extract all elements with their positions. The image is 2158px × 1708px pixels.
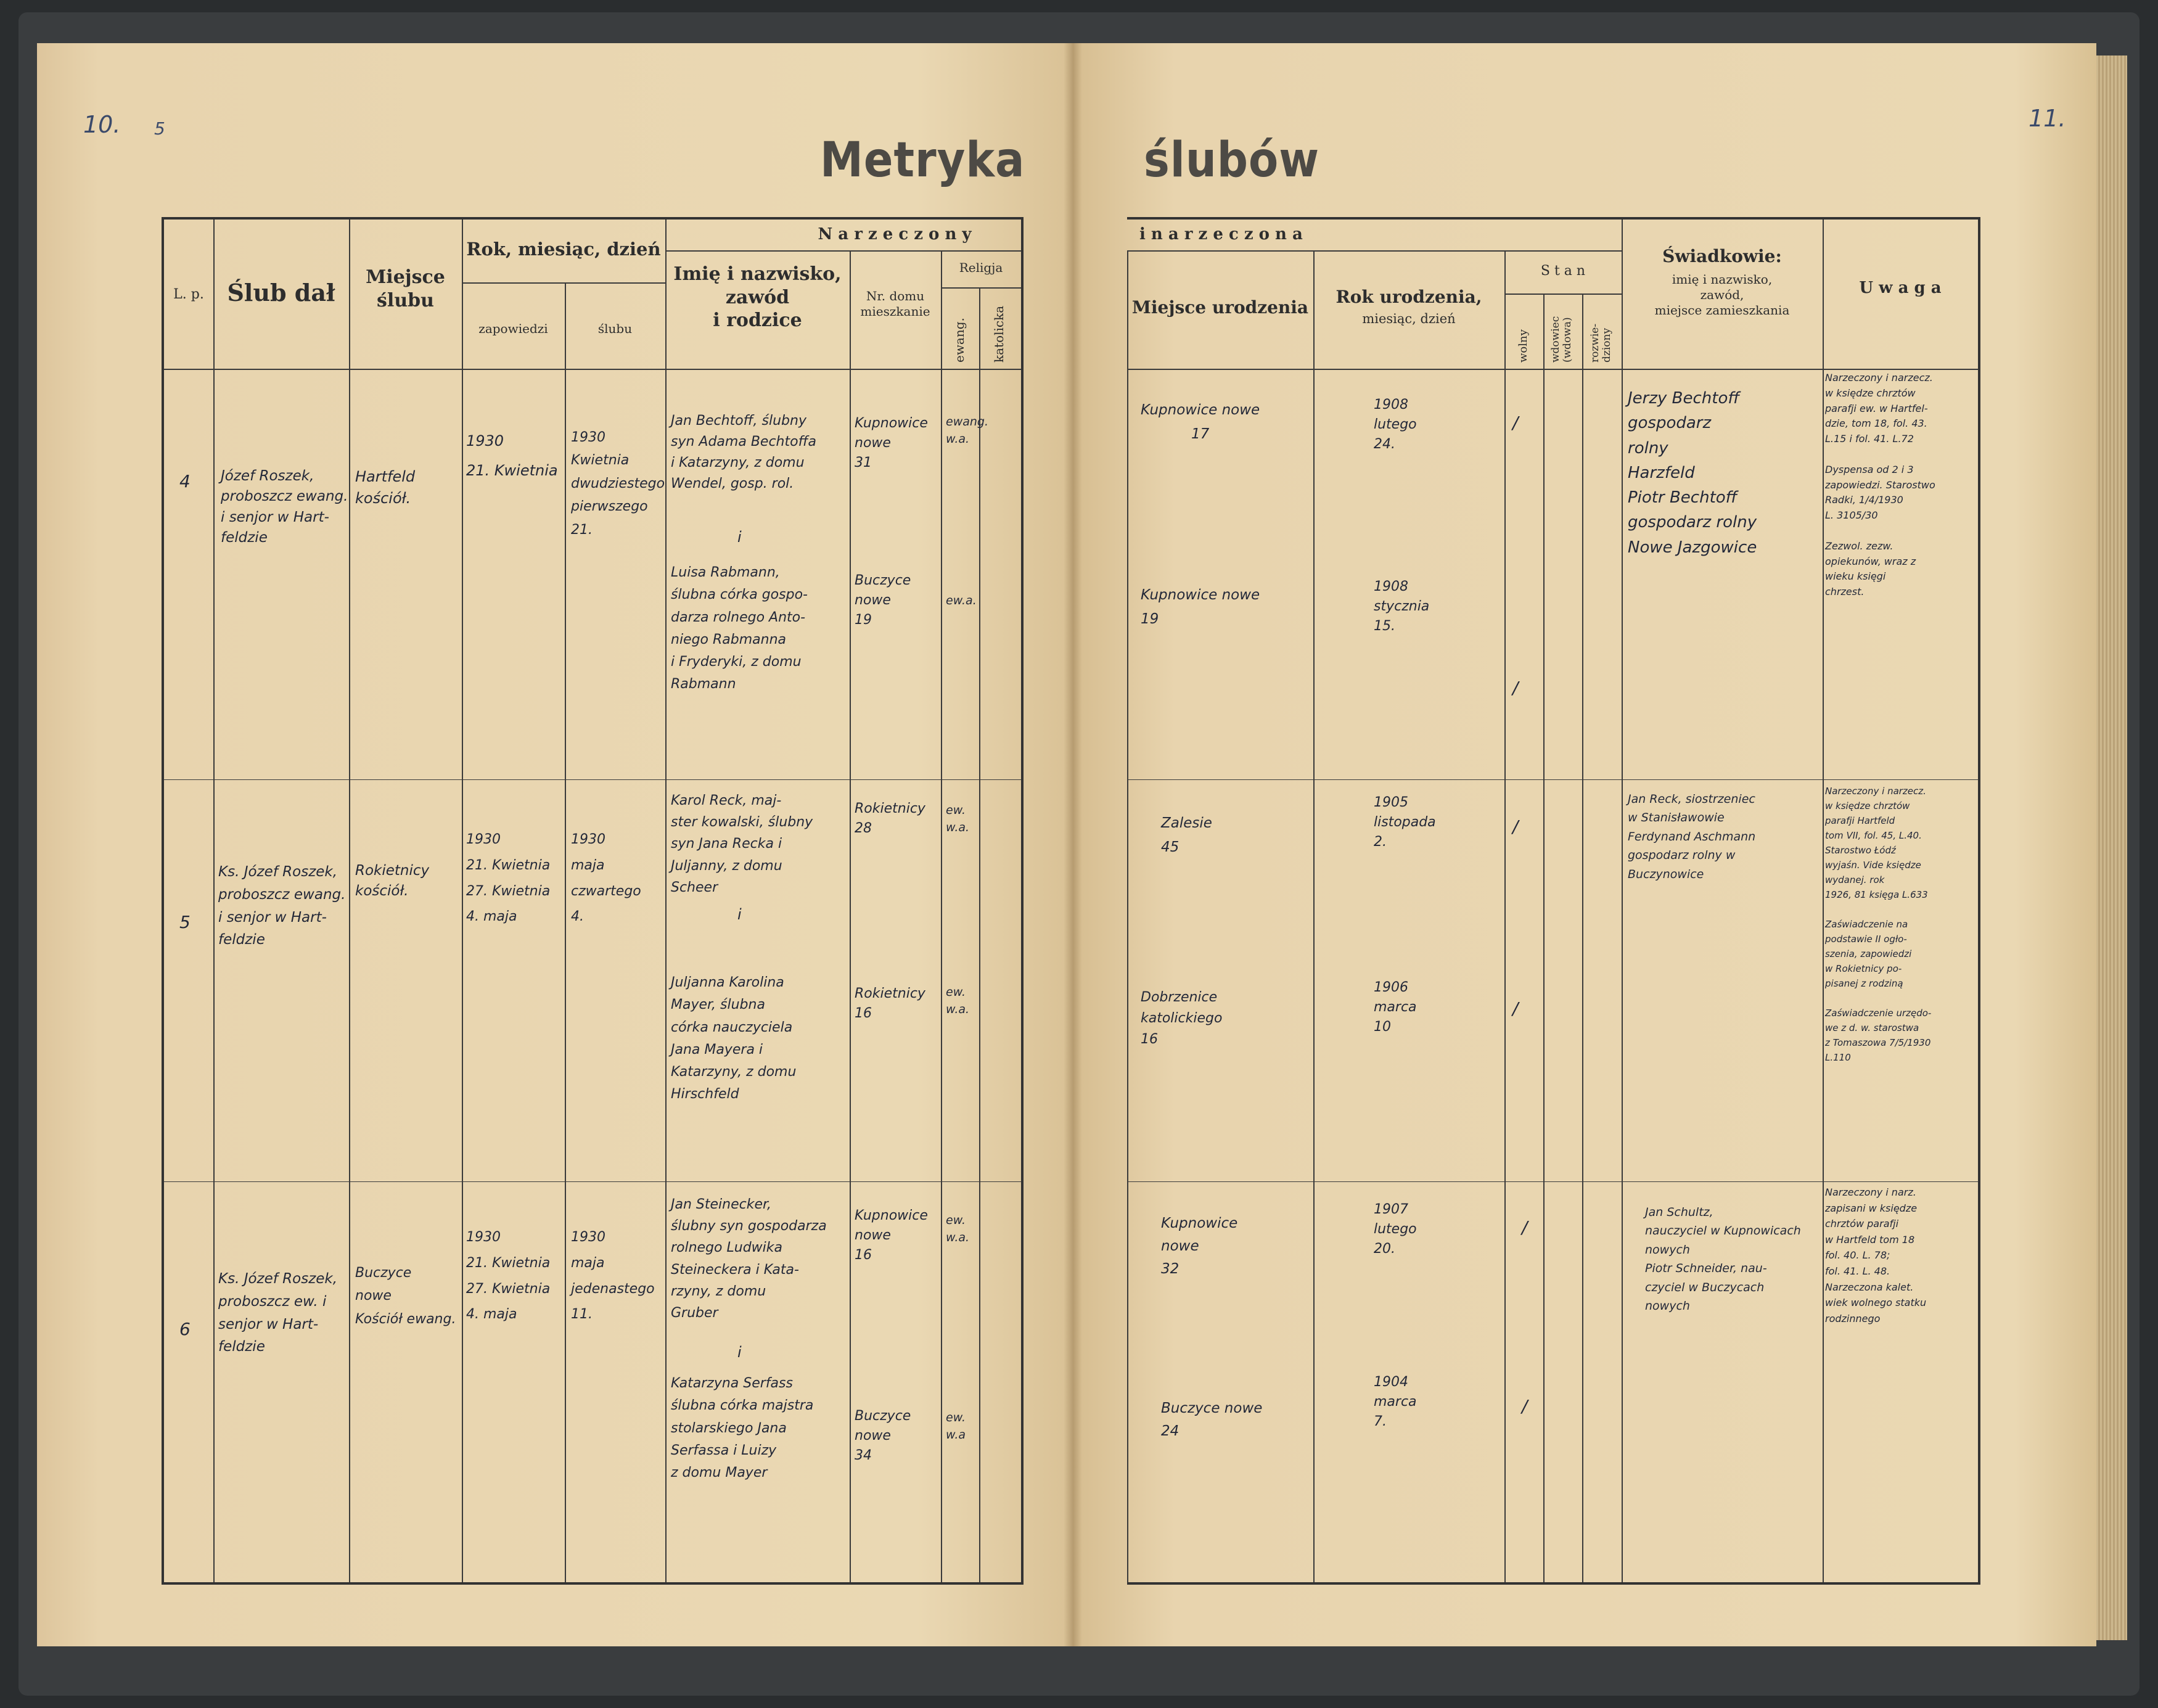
header-wolny: wolny bbox=[1517, 329, 1530, 363]
header-i-narzeczona: i n a r z e c z o n a bbox=[1139, 225, 1303, 244]
entry-3-bride-stan: / bbox=[1522, 1396, 1528, 1416]
entry-1-slub-dal: Józef Roszek, proboszcz ewang. i senjor w Hart- feldzie bbox=[221, 468, 348, 546]
header-zapowiedzi: zapowiedzi bbox=[478, 321, 548, 336]
entry-1-slubu: 1930 Kwietnia dwudziestego pierwszego 21. bbox=[571, 430, 665, 538]
entry-1-groom-house: Kupnowice nowe 31 bbox=[855, 416, 928, 470]
entry-2-groom-born: 1905 listopada 2. bbox=[1374, 795, 1436, 850]
entry-3-groom-birthplace: Kupnowice nowe 32 bbox=[1161, 1215, 1238, 1277]
entry-3-groom-born: 1907 lutego 20. bbox=[1374, 1202, 1417, 1257]
left-page-number: 10. bbox=[83, 111, 121, 138]
col-line bbox=[462, 220, 463, 1582]
entry-2-and: i bbox=[737, 906, 742, 923]
entry-2-bride-house: Rokietnicy 16 bbox=[855, 986, 925, 1021]
entry-1-bride-stan: / bbox=[1512, 678, 1519, 698]
register-table-left bbox=[162, 217, 1024, 1585]
header-swiadkowie: Świadkowie: bbox=[1662, 246, 1782, 266]
entry-2-groom-religion: ew. w.a. bbox=[946, 803, 970, 834]
sub-header-line bbox=[665, 250, 1021, 252]
col-line bbox=[349, 220, 350, 1582]
header-ewang: ewang. bbox=[952, 318, 967, 363]
header-katolicka: katolicka bbox=[991, 305, 1006, 363]
entry-1-groom-birthplace: Kupnowice nowe 17 bbox=[1141, 402, 1260, 443]
col-line bbox=[565, 282, 566, 1582]
header-rozwiedziony: rozwie- dziony bbox=[1589, 323, 1613, 363]
row-divider-2 bbox=[1127, 1181, 1978, 1182]
entry-3-witnesses: Jan Schultz, nauczyciel w Kupnowicach nowych Piotr Schneider, nau- czyciel w Buczycach nowych bbox=[1645, 1205, 1801, 1313]
entry-1-bride-birthplace: Kupnowice nowe 19 bbox=[1141, 587, 1260, 628]
header-rok-urodzenia: Rok urodzenia, bbox=[1335, 287, 1482, 307]
entry-1-miejsce: Hartfeld kościół. bbox=[355, 468, 416, 507]
entry-3-slubu: 1930 maja jedenastego 11. bbox=[571, 1230, 655, 1323]
entry-1-groom-stan: / bbox=[1512, 413, 1519, 433]
entry-1-groom-religion: ewang. w.a. bbox=[946, 415, 989, 446]
entry-3-bride-birthplace: Buczyce nowe 24 bbox=[1161, 1400, 1263, 1439]
row-divider-1 bbox=[1127, 779, 1978, 780]
entry-2-slubu: 1930 maja czwartego 4. bbox=[571, 832, 641, 925]
entry-1-bride-house: Buczyce nowe 19 bbox=[855, 573, 911, 628]
entry-1-lp: 4 bbox=[179, 471, 191, 491]
entry-1-witnesses: Jerzy Bechtoff gospodarz rolny Harzfeld Piotr Bechtoff gospodarz rolny Nowe Jazgowice bbox=[1628, 389, 1757, 557]
entry-2-bride-religion: ew. w.a. bbox=[946, 985, 970, 1016]
entry-2-slub-dal: Ks. Józef Roszek, proboszcz ewang. i senjor w Hart- feldzie bbox=[218, 864, 346, 948]
entry-3-uwaga: Narzeczony i narz. zapisani w księdze chrztów parafji w Hartfeld tom 18 fol. 40. L. 78; fol. 41. L. 48. Narzeczona kalet. wiek wolnego statku rodzinnego bbox=[1825, 1186, 1927, 1324]
row-divider-2 bbox=[164, 1181, 1021, 1182]
col-line bbox=[1127, 250, 1128, 1582]
header-bottom-line bbox=[164, 369, 1021, 370]
header-nr-domu: Nr. domu mieszkanie bbox=[860, 289, 930, 319]
col-line bbox=[1823, 220, 1824, 1582]
entry-2-witnesses: Jan Reck, siostrzeniec w Stanisławowie Ferdynand Aschmann gospodarz rolny w Buczynowice bbox=[1628, 792, 1756, 881]
entry-2-groom-stan: / bbox=[1512, 816, 1519, 837]
entry-2-bride-born: 1906 marca 10 bbox=[1374, 980, 1417, 1035]
sub-header-line bbox=[1504, 294, 1622, 295]
left-page-number-small: 5 bbox=[154, 118, 165, 139]
entry-3-groom: Jan Steinecker, ślubny syn gospodarza rolnego Ludwika Steineckera i Kata- rzyny, z domu Gruber bbox=[671, 1197, 827, 1321]
row-divider-1 bbox=[164, 779, 1021, 780]
sub-header-line bbox=[941, 287, 1021, 289]
header-swiadkowie-sub: imię i nazwisko, zawód, miejsce zamieszkania bbox=[1654, 272, 1790, 318]
entry-2-miejsce: Rokietnicy kościół. bbox=[355, 863, 430, 900]
entry-3-bride-born: 1904 marca 7. bbox=[1374, 1374, 1417, 1429]
header-lp: L. p. bbox=[173, 287, 204, 302]
entry-3-lp: 6 bbox=[179, 1319, 191, 1339]
header-narzeczony: N a r z e c z o n y bbox=[818, 225, 972, 244]
entry-1-groom-born: 1908 lutego 24. bbox=[1374, 397, 1417, 452]
entry-3-and: i bbox=[737, 1344, 742, 1361]
header-slub-dal: Ślub dał bbox=[227, 279, 335, 306]
header-imie-nazwisko: Imię i nazwisko, zawód i rodzice bbox=[673, 263, 842, 331]
header-bottom-line bbox=[1127, 369, 1978, 370]
entry-1-uwaga: Narzeczony i narzecz. w księdze chrztów parafji ew. w Hartfel- dzie, tom 18, fol. 43. L.15 i fol. 41. L.72 Dyspensa od 2 i 3 zapowiedzi. Starostwo Radki, 1/4/1930 L. 3105/30 Zezwol. zezw. opiekunów, wraz z wieku księgi chrzest. bbox=[1825, 372, 1935, 598]
header-miesiac-dzien: miesiąc, dzień bbox=[1362, 311, 1456, 326]
entry-2-groom-house: Rokietnicy 28 bbox=[855, 801, 925, 836]
page-title-right: ślubów bbox=[1144, 133, 1320, 188]
page-title-left: Metryka bbox=[820, 133, 1025, 188]
entry-3-bride-house: Buczyce nowe 34 bbox=[855, 1408, 911, 1463]
entry-3-bride: Katarzyna Serfass ślubna córka majstra stolarskiego Jana Serfassa i Luizy z domu Mayer bbox=[671, 1376, 814, 1481]
entry-1-zapowiedzi: 1930 21. Kwietnia bbox=[466, 432, 558, 479]
entry-3-bride-religion: ew. w.a bbox=[946, 1411, 966, 1442]
header-uwaga: U w a g a bbox=[1859, 279, 1942, 297]
sub-header-line bbox=[462, 282, 665, 284]
header-wdowiec: wdowiec (wdowa) bbox=[1549, 316, 1573, 363]
entry-1-bride-born: 1908 stycznia 15. bbox=[1374, 579, 1430, 634]
entry-2-groom-birthplace: Zalesie 45 bbox=[1161, 815, 1212, 856]
header-stan: S t a n bbox=[1540, 263, 1586, 279]
entry-1-groom: Jan Bechtoff, ślubny syn Adama Bechtoffa i Katarzyny, z domu Wendel, gosp. rol. bbox=[671, 413, 816, 492]
right-page-number: 11. bbox=[2029, 105, 2066, 132]
col-line bbox=[1582, 294, 1583, 1582]
col-line bbox=[665, 220, 667, 1582]
entry-2-groom: Karol Reck, maj- ster kowalski, ślubny syn Jana Recka i Juljanny, z domu Scheer bbox=[671, 793, 813, 895]
sub-header-line bbox=[1127, 250, 1622, 252]
col-line bbox=[941, 250, 942, 1582]
col-line bbox=[1543, 294, 1545, 1582]
col-line bbox=[213, 220, 215, 1582]
col-line bbox=[850, 250, 851, 1582]
page-edges bbox=[2096, 55, 2127, 1640]
book-gutter bbox=[1064, 43, 1082, 1646]
register-table-right bbox=[1127, 217, 1980, 1585]
header-miejsce-urodzenia: Miejsce urodzenia bbox=[1131, 297, 1309, 318]
header-slubu: ślubu bbox=[597, 321, 633, 336]
entry-3-zapowiedzi: 1930 21. Kwietnia 27. Kwietnia 4. maja bbox=[466, 1230, 551, 1323]
entry-3-miejsce: Buczyce nowe Kościół ewang. bbox=[355, 1265, 456, 1327]
entry-2-uwaga: Narzeczony i narzecz. w księdze chrztów parafji Hartfeld tom VII, fol. 45, L.40. Starostwo Łódź wyjaśn. Vide księdze wydanej. rok 1926, 81 księga L.633 Zaświadczenie na podstawie II ogło- szenia, zapowiedzi w Rokietnicy po- pisanej z rodziną Zaświadczenie urzędo- we z d. w. starostwa z Tomaszowa 7/5/1930 L.110 bbox=[1825, 786, 1932, 1063]
header-miejsce-slubu: Miejsce ślubu bbox=[366, 266, 445, 311]
entry-2-bride-stan: / bbox=[1512, 998, 1519, 1019]
entry-2-lp: 5 bbox=[179, 912, 191, 932]
entry-1-bride-religion: ew.a. bbox=[946, 594, 977, 607]
entry-2-zapowiedzi: 1930 21. Kwietnia 27. Kwietnia 4. maja bbox=[466, 832, 551, 925]
entry-1-and: i bbox=[737, 528, 742, 546]
entry-3-groom-stan: / bbox=[1522, 1217, 1528, 1238]
col-line bbox=[1622, 220, 1623, 1582]
col-line bbox=[1504, 250, 1506, 1582]
header-rok-miesiac-dzien: Rok, miesiąc, dzień bbox=[466, 239, 661, 260]
entry-1-bride: Luisa Rabmann, ślubna córka gospo- darza rolnego Anto- niego Rabmanna i Fryderyki, z domu Rabmann bbox=[671, 565, 808, 692]
header-religja: Religja bbox=[959, 260, 1003, 275]
entry-3-groom-house: Kupnowice nowe 16 bbox=[855, 1208, 928, 1263]
entry-3-groom-religion: ew. w.a. bbox=[946, 1213, 970, 1244]
entry-2-bride-birthplace: Dobrzenice katolickiego 16 bbox=[1141, 990, 1223, 1048]
col-line bbox=[1313, 250, 1315, 1582]
entry-2-bride: Juljanna Karolina Mayer, ślubna córka nauczyciela Jana Mayera i Katarzyny, z domu Hirschfeld bbox=[671, 975, 797, 1102]
entry-3-slub-dal: Ks. Józef Roszek, proboszcz ew. i senjor w Hart- feldzie bbox=[218, 1271, 338, 1355]
col-line bbox=[979, 287, 980, 1582]
